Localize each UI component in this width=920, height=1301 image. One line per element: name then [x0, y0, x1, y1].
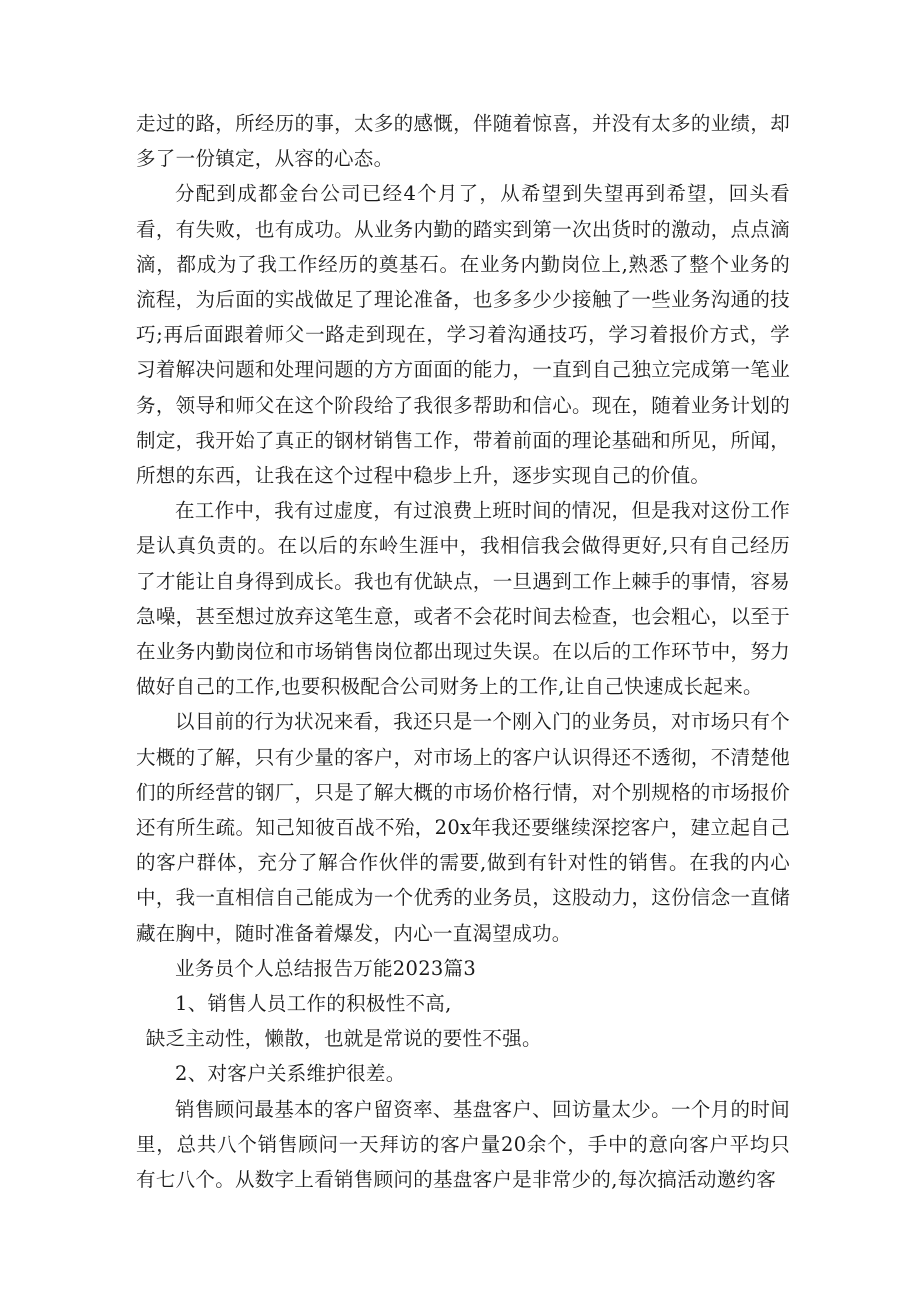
paragraph: 以目前的行为状况来看，我还只是一个刚入门的业务员，对市场只有个大概的了解，只有少量的客户，对市场上的客户认识得还不透彻，不清楚他们的所经营的钢厂，只是了解大概的市场价格行情，对个别规格的市场报价还有所生疏。知己知彼百战不殆，20x年我还要继续深挖客户，建立起自己的客户群体，充分了解合作伙伴的需要,做到有针对性的销售。在我的内心中，我一直相信自己能成为一个优秀的业务员，这股动力，这份信念一直储藏在胸中，随时准备着爆发，内心一直渴望成功。 [136, 710, 790, 945]
paragraph: 销售顾问最基本的客户留资率、基盘客户、回访量太少。一个月的时间里，总共八个销售顾问一天拜访的客户量20余个，手中的意向客户平均只有七八个。从数字上看销售顾问的基盘客户是非常少的,每次搞活动邀约客 [136, 1097, 790, 1192]
list-item: 1、销售人员工作的积极性不高, [175, 992, 452, 1016]
paragraph: 分配到成都金台公司已经4个月了，从希望到失望再到希望，回头看看，有失败，也有成功。从业务内勤的踏实到第一次出货时的激动，点点滴滴，都成为了我工作经历的奠基石。在业务内勤岗位上,熟悉了整个业务的流程，为后面的实战做足了理论准备，也多多少少接触了一些业务沟通的技巧;再后面跟着师父一路走到现在，学习着沟通技巧，学习着报价方式，学习着解决问题和处理问题的方方面面的能力，一直到自己独立完成第一笔业务，领导和师父在这个阶段给了我很多帮助和信心。现在，随着业务计划的制定，我开始了真正的钢材销售工作，带着前面的理论基础和所见，所闻，所想的东西，让我在这个过程中稳步上升，逐步实现自己的价值。 [136, 182, 790, 488]
list-item: 2、对客户关系维护很差。 [175, 1062, 406, 1086]
paragraph: 走过的路，所经历的事，太多的感慨，伴随着惊喜，并没有太多的业绩，却多了一份镇定，从容的心态。 [136, 112, 790, 171]
list-item: 缺乏主动性，懒散，也就是常说的要性不强。 [145, 1027, 542, 1051]
paragraph: 在工作中，我有过虚度，有过浪费上班时间的情况，但是我对这份工作是认真负责的。在以后的东岭生涯中，我相信我会做得更好,只有自己经历了才能让自身得到成长。我也有优缺点，一旦遇到工作上棘手的事情，容易急噪，甚至想过放弃这笔生意，或者不会花时间去检查，也会粗心，以至于在业务内勤岗位和市场销售岗位都出现过失误。在以后的工作环节中，努力做好自己的工作,也要积极配合公司财务上的工作,让自己快速成长起来。 [136, 499, 790, 699]
section-title: 业务员个人总结报告万能2023篇3 [175, 956, 477, 980]
document-body [136, 106, 790, 1197]
